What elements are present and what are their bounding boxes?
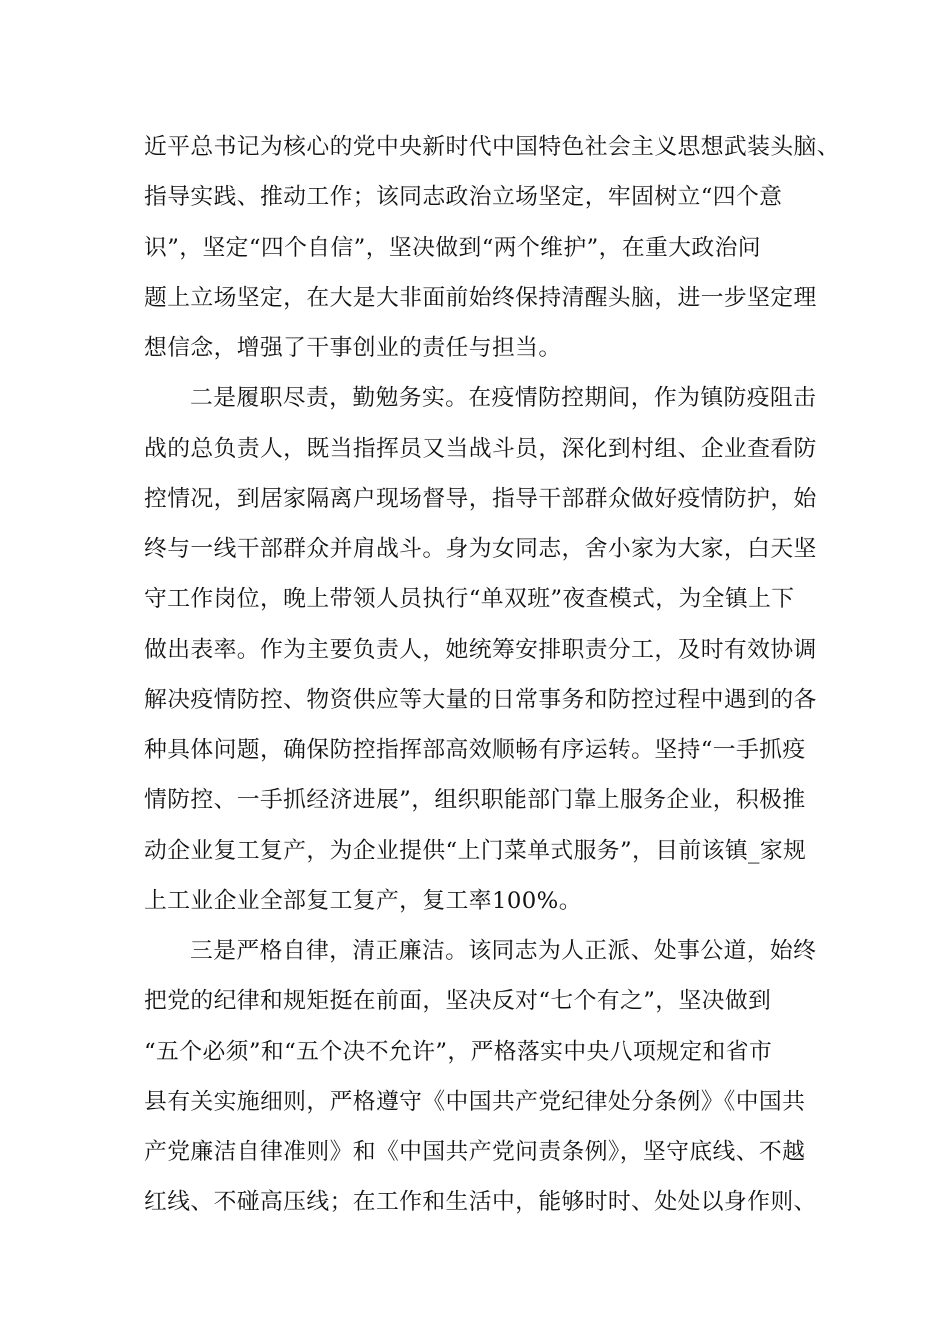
text-line: 控情况，到居家隔离户现场督导，指导干部群众做好疫情防护，始 (144, 485, 817, 512)
text-line: 动企业复工复产，为企业提供“上门菜单式服务”，目前该镇_家规 (144, 837, 807, 864)
text-line: 把党的纪律和规矩挺在前面，坚决反对“七个有之”，坚决做到 (144, 988, 772, 1015)
text-line: 二是履职尽责，勤勉务实。在疫情防控期间，作为镇防疫阻击 (190, 385, 817, 412)
text-line: 指导实践、推动工作；该同志政治立场坚定，牢固树立“四个意 (144, 184, 783, 211)
text-line: 做出表率。作为主要负责人，她统筹安排职责分工，及时有效协调 (144, 636, 817, 663)
paragraph-1 (144, 122, 840, 373)
text-line: 情防控、一手抓经济进展”，组织职能部门靠上服务企业，积极推 (144, 787, 806, 814)
text-line: 近平总书记为核心的党中央新时代中国特色社会主义思想武装头脑、 (144, 134, 840, 160)
text-line: 种具体问题，确保防控指挥部高效顺畅有序运转。坚持“一手抓疫 (144, 737, 806, 763)
text-line: 红线、不碰高压线；在工作和生活中，能够时时、处处以身作则、 (144, 1189, 817, 1216)
text-line: 产党廉洁自律准则》和《中国共产党问责条例》，坚守底线、不越 (144, 1139, 806, 1165)
text-line: 终与一线干部群众并肩战斗。身为女同志，舍小家为大家，白天坚 (144, 536, 817, 562)
paragraph-3 (144, 926, 817, 1228)
text-line: 题上立场坚定，在大是大非面前始终保持清醒头脑，进一步坚定理 (144, 284, 817, 311)
document-body (144, 122, 840, 1228)
text-line: 三是严格自律，清正廉洁。该同志为人正派、处事公道，始终 (190, 938, 817, 964)
text-line: 战的总负责人，既当指挥员又当战斗员，深化到村组、企业查看防 (144, 435, 817, 462)
paragraph-2 (144, 373, 817, 926)
text-line: 识”，坚定“四个自信”，坚决做到“两个维护”，在重大政治问 (144, 234, 761, 261)
text-line: 上工业企业全部复工复产，复工率100%。 (144, 887, 582, 914)
text-line: 想信念，增强了干事创业的责任与担当。 (144, 335, 562, 361)
text-line: “五个必须”和“五个决不允许”，严格落实中央八项规定和省市 (144, 1038, 773, 1065)
text-line: 解决疫情防控、物资供应等大量的日常事务和防控过程中遇到的各 (144, 686, 817, 713)
text-line: 县有关实施细则，严格遵守《中国共产党纪律处分条例》《中国共 (144, 1088, 806, 1115)
text-line: 守工作岗位，晚上带领人员执行“单双班”夜查模式，为全镇上下 (144, 586, 795, 613)
